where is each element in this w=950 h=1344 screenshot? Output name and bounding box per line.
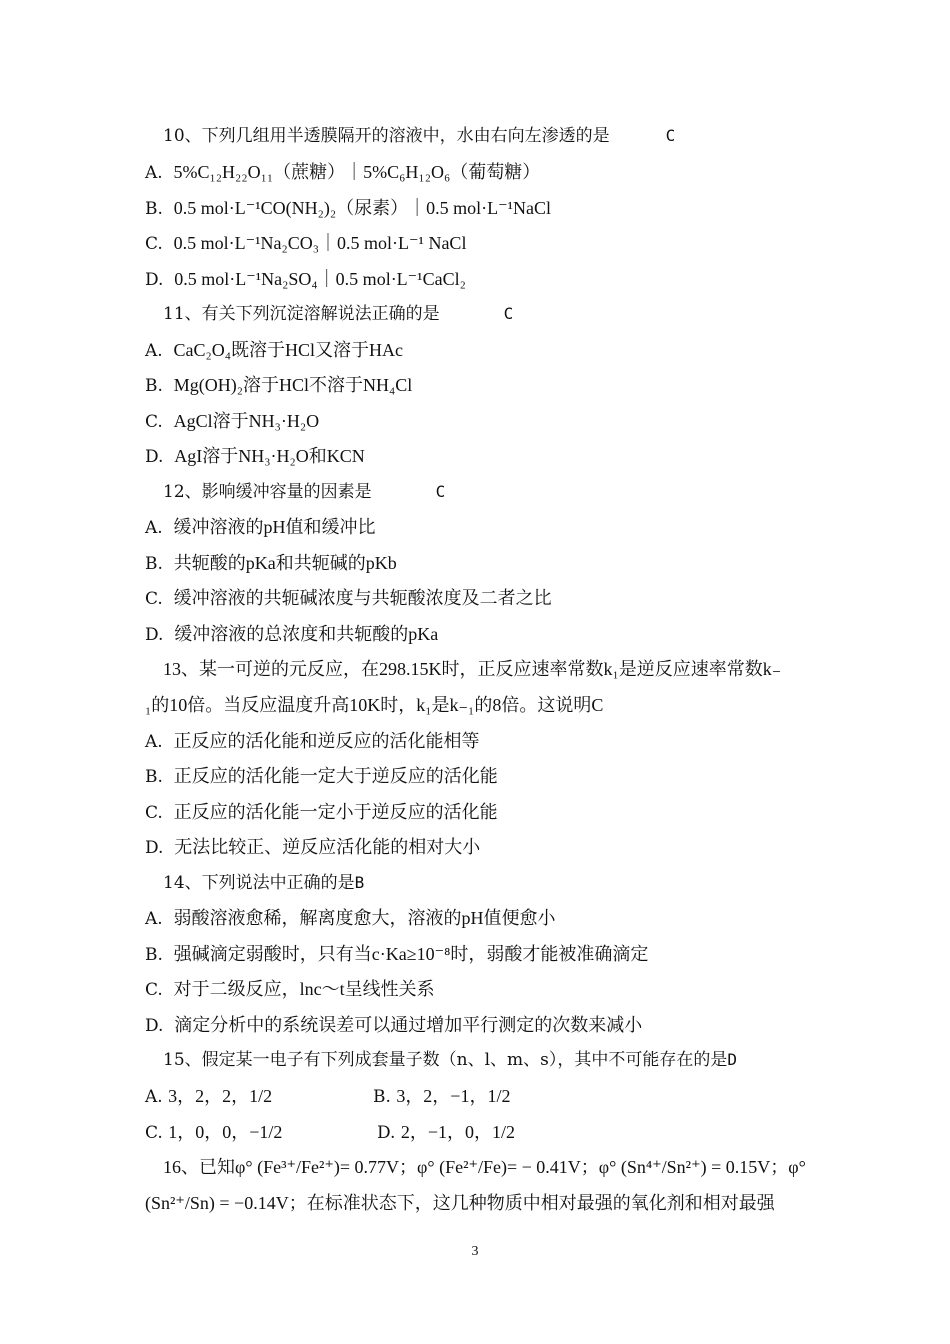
option-label: B. [145,554,163,574]
option-text: 共轭酸的pKa和共轭碱的pKb [173,553,397,573]
question-13-option-b [0,762,950,790]
option-text: 0.5 mol·L⁻¹CO(NH₂)₂（尿素）｜0.5 mol·L⁻¹NaCl [173,198,552,218]
question-10-option-d [0,265,950,293]
question-12-option-b [0,549,950,577]
option-text: 无法比较正、逆反应活化能的相对大小 [174,837,481,857]
option-text: 弱酸溶液愈稀，解离度愈大，溶液的pH值便愈小 [173,908,556,928]
question-12-stem [0,478,950,506]
option-text: AgCl溶于NH₃·H₂O [173,411,320,431]
option-label: D. [145,1016,164,1036]
question-10-text: 10、下列几组用半透膜隔开的溶液中，水由右向左渗透的是 [163,126,610,146]
option-label: C. [145,412,163,432]
question-14-option-b [0,940,950,968]
question-12-option-d [0,620,950,648]
option-label: D. [377,1123,396,1143]
question-13-answer: C [591,695,604,715]
option-text: 缓冲溶液的共轭碱浓度与共轭酸浓度及二者之比 [173,588,552,608]
question-13-text-1: 13、某一可逆的元反应，在298.15K时，正反应速率常数k₁是逆反应速率常数k₋ [163,659,782,679]
option-text: 2，−1，0，1/2 [400,1122,515,1142]
question-15-option-c [145,1118,377,1147]
option-label: A. [145,163,163,183]
question-15-answer: D [727,1050,738,1069]
option-label: C. [145,1123,163,1143]
question-11-text: 11、有关下列沉淀溶解说法正确的是 [163,304,440,324]
question-11-option-a [0,336,950,364]
question-13-text-2: ₁的10倍。当反应温度升高10K时，k₁是k₋₁的8倍。这说明 [145,695,592,715]
question-13-option-d [0,833,950,861]
question-10-option-b [0,194,950,222]
option-text: 3，2，−1，1/2 [396,1086,511,1106]
option-text: 5%C₁₂H₂₂O₁₁（蔗糖）｜5%C₆H₁₂O₆（葡萄糖） [173,162,541,182]
option-text: 1，0，0，−1/2 [168,1122,283,1142]
option-label: D. [145,625,164,645]
option-text: 缓冲溶液的总浓度和共轭酸的pKa [174,624,439,644]
option-text: 正反应的活化能和逆反应的活化能相等 [173,731,480,751]
question-14-option-c [0,975,950,1003]
option-text: Mg(OH)₂溶于HCl不溶于NH₄Cl [173,375,413,395]
option-text: 0.5 mol·L⁻¹Na₂CO₃｜0.5 mol·L⁻¹ NaCl [173,233,467,253]
question-13-stem-line-2 [0,691,950,719]
option-text: 正反应的活化能一定小于逆反应的活化能 [173,802,498,822]
question-14-option-a [0,904,950,932]
option-label: C. [145,803,163,823]
question-14-option-d [0,1011,950,1039]
option-text: 缓冲溶液的pH值和缓冲比 [173,517,376,537]
question-11-option-d [0,442,950,470]
option-label: C. [145,234,163,254]
option-label: A. [145,909,163,929]
question-11-stem [0,300,950,328]
option-label: A. [145,341,163,361]
question-14-stem [0,869,950,897]
option-label: D. [145,447,164,467]
question-16-text-2: (Sn²⁺/Sn) = −0.14V；在标准状态下，这几种物质中相对最强的氧化剂和相对最强 [145,1193,775,1213]
option-text: 0.5 mol·L⁻¹Na₂SO₄｜0.5 mol·L⁻¹CaCl₂ [174,269,466,289]
page-number: 3 [471,1244,479,1259]
option-label: C. [145,980,163,1000]
question-13-stem-line-1 [0,655,950,683]
option-label: D. [145,838,164,858]
option-label: A. [145,732,163,752]
question-12-option-c [0,584,950,612]
option-label: B. [145,767,163,787]
question-10-stem [0,122,950,150]
question-15-options-row-2 [0,1118,950,1146]
option-label: B. [145,376,163,396]
option-text: 3，2，2，1/2 [168,1086,273,1106]
question-15-option-b [373,1087,510,1107]
question-14-answer: B [354,873,365,892]
question-11-option-c [0,407,950,435]
question-15-options-row-1 [0,1082,950,1110]
question-11-option-b [0,371,950,399]
option-text: 正反应的活化能一定大于逆反应的活化能 [173,766,498,786]
option-label: B. [145,199,163,219]
option-label: B. [145,945,163,965]
question-15-text: 15、假定某一电子有下列成套量子数（n、l、m、s），其中不可能存在的是 [163,1050,728,1070]
question-16-stem-line-1 [0,1153,950,1181]
question-10-answer: C [665,126,676,145]
question-10-option-a [0,158,950,186]
option-label: A. [145,518,163,538]
option-label: D. [145,270,164,290]
option-text: CaC₂O₄既溶于HCl又溶于HAc [173,340,404,360]
question-12-answer: C [435,482,446,501]
question-16-text-1: 16、已知φ° (Fe³⁺/Fe²⁺)= 0.77V；φ° (Fe²⁺/Fe)= − 0.41V；φ° (Sn⁴⁺/Sn²⁺) = 0.15V；φ° [163,1157,806,1177]
question-16-stem-line-2 [0,1189,950,1217]
option-label: B. [373,1087,391,1107]
option-label: C. [145,589,163,609]
question-10-option-c [0,229,950,257]
question-12-text: 12、影响缓冲容量的因素是 [163,482,372,502]
option-text: 滴定分析中的系统误差可以通过增加平行测定的次数来减小 [174,1015,643,1035]
question-11-answer: C [503,304,514,323]
option-text: 对于二级反应，lnc～t呈线性关系 [173,979,435,999]
question-12-option-a [0,513,950,541]
question-14-text: 14、下列说法中正确的是 [163,873,355,893]
option-text: 强碱滴定弱酸时，只有当c·Ka≥10⁻⁸时，弱酸才能被准确滴定 [173,944,649,964]
question-15-option-a [145,1082,373,1111]
question-13-option-a [0,727,950,755]
question-15-option-d [377,1123,515,1143]
option-label: A. [145,1087,163,1107]
option-text: AgI溶于NH₃·H₂O和KCN [174,446,365,466]
question-15-stem [0,1046,950,1074]
question-13-option-c [0,798,950,826]
